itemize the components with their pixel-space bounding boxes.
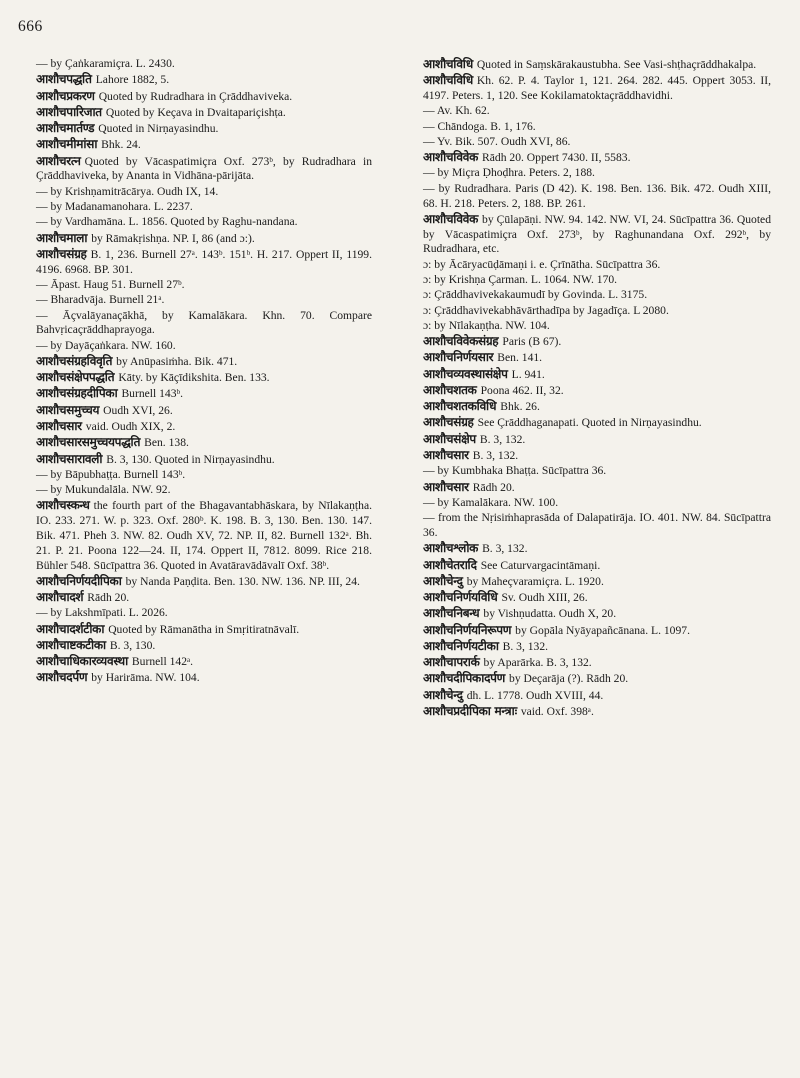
catalog-entry [36, 452, 372, 468]
catalog-entry [36, 215, 372, 230]
entry-text: ɔ: by Nīlakaṇṭha. NW. 104. [423, 318, 550, 332]
entry-headword: आशौचसार [423, 448, 469, 463]
entry-headword: आशौचसार [36, 418, 82, 433]
catalog-entry [423, 319, 771, 334]
entry-text: — by Kumbhaka Bhaṭṭa. Sūcīpattra 36. [423, 464, 607, 478]
entry-text: — by Çaṅkaramiçra. L. 2430. [36, 57, 175, 70]
catalog-entry [36, 574, 372, 590]
entry-text: B. 1, 236. Burnell 27ᵃ. 143ᵇ. 151ᵇ. H. 217. Oppert II, 1199. 4196. 6968. BP. 301. [36, 247, 372, 276]
entry-headword: आशौचेतरादि [423, 557, 477, 572]
catalog-entry [423, 258, 771, 273]
entry-headword: आशौचादर्श [36, 590, 84, 605]
entry-headword: आशौचविवेक [423, 211, 479, 226]
entry-text: B. 3, 130. Quoted in Nirṇayasindhu. [106, 452, 275, 466]
catalog-entry [36, 483, 372, 498]
entry-text: — by Vardhamāna. L. 1856. Quoted by Raghu-nandana. [36, 215, 298, 229]
entry-headword: आशौचप्रदीपिका मन्त्राः [423, 704, 517, 719]
entry-text: vaid. Oxf. 398ᵃ. [520, 705, 594, 719]
entry-text: by Rāmakṛishṇa. NP. I, 86 (and ɔ:). [91, 231, 255, 245]
catalog-entry [36, 403, 372, 419]
entry-headword: आशौचनिबन्ध [423, 606, 480, 621]
entry-text: Quoted by Rāmanātha in Smṛitiratnāvalī. [108, 622, 300, 636]
entry-text: Sv. Oudh XIII, 26. [501, 591, 588, 605]
entry-text: Kh. 62. P. 4. Taylor 1, 121. 264. 282. 445. Oppert 3053. II, 4197. Peters. 1, 120. See Kokilamatoktaçrāddhavidhi. [423, 74, 771, 103]
left-column [36, 57, 372, 687]
catalog-entry [423, 639, 771, 655]
entry-text: Lahore 1882, 5. [95, 73, 170, 87]
catalog-entry [36, 278, 372, 293]
catalog-entry [36, 386, 372, 402]
catalog-entry [36, 435, 372, 451]
entry-text: by Aparārka. B. 3, 132. [483, 656, 592, 670]
entry-text: vaid. Oudh XIX, 2. [85, 419, 176, 433]
catalog-entry [36, 247, 372, 278]
catalog-entry [423, 73, 771, 104]
entry-text: Quoted by Keçava in Dvaitapariçishṭa. [105, 105, 286, 119]
catalog-entry [423, 150, 771, 166]
catalog-entry [36, 370, 372, 386]
entry-headword: आशौचदर्पण [36, 670, 88, 685]
entry-headword: आशौचस्कन्ध [36, 498, 90, 513]
entry-headword: आशौचसंक्षेप [423, 431, 476, 446]
entry-text: Ben. 138. [144, 436, 189, 450]
catalog-entry [36, 105, 372, 121]
entry-text: Quoted by Vācaspatimiçra Oxf. 273ᵇ, by Rudradhara in Çrāddhaviveka, by Ananta in Vidhāna-pārijāta. [36, 154, 372, 183]
catalog-entry [423, 383, 771, 399]
catalog-entry [423, 671, 771, 687]
entry-text: — Av. Kh. 62. [423, 104, 490, 118]
catalog-entry [36, 590, 372, 606]
entry-headword: आशौचशतक [423, 382, 477, 397]
entry-text: — by Kamalākara. NW. 100. [423, 495, 559, 509]
entry-headword: आशौचसंग्रहविवृति [36, 353, 113, 368]
catalog-entry [423, 288, 771, 303]
catalog-entry [423, 166, 771, 181]
entry-text: ɔ: Çrāddhavivekabhāvārthadīpa by Jagadīça. L 2080. [423, 303, 669, 317]
catalog-entry [423, 688, 771, 704]
catalog-entry [36, 354, 372, 370]
entry-text: Bhk. 24. [101, 138, 141, 152]
entry-headword: आशौचसारसमुच्चयपद्धति [36, 435, 141, 450]
catalog-entry [36, 606, 372, 621]
entry-text: Rādh 20. [87, 591, 130, 605]
entry-headword: आशौचेन्दु [423, 573, 463, 588]
entry-text: — Bharadvāja. Burnell 21ᵃ. [36, 293, 165, 307]
catalog-entry [36, 57, 372, 72]
catalog-entry [36, 670, 372, 686]
catalog-entry [423, 57, 771, 73]
catalog-entry [423, 304, 771, 319]
catalog-entry [423, 574, 771, 590]
entry-headword: आशौचव्यवस्थासंक्षेप [423, 366, 508, 381]
entry-headword: आशौचमाला [36, 230, 88, 245]
entry-headword: आशौचसमुच्चय [36, 402, 100, 417]
catalog-entry [423, 496, 771, 511]
entry-text: Poona 462. II, 32. [480, 383, 564, 397]
entry-headword: आशौचेन्दु [423, 687, 463, 702]
entry-text: Burnell 142ᵃ. [131, 655, 194, 669]
entry-text: — by Lakshmīpati. L. 2026. [36, 606, 168, 620]
entry-headword: आशौचनिर्णयविधि [423, 590, 498, 605]
entry-text: Ben. 141. [497, 351, 543, 365]
entry-text: by Çūlapāṇi. NW. 94. 142. NW. VI, 24. Sūcīpattra 36. Quoted by Vācaspatimiçra Oxf. 273ᵇ, by Raghunandana Oxf. 292ᵇ, by Rudradhara, etc. [423, 212, 771, 256]
entry-headword: आशौचशतकविधि [423, 399, 497, 414]
right-column [423, 57, 771, 720]
entry-text: See Çrāddhaganapati. Quoted in Nirṇayasindhu. [477, 416, 702, 430]
entry-text: Quoted by Rudradhara in Çrāddhaviveka. [98, 89, 293, 103]
catalog-entry [423, 590, 771, 606]
entry-text: — by Dayāçaṅkara. NW. 160. [36, 338, 176, 352]
entry-text: dh. L. 1778. Oudh XVIII, 44. [466, 688, 604, 702]
entry-headword: आशौचविधि [423, 73, 473, 88]
entry-text: by Maheçvaramiçra. L. 1920. [466, 574, 604, 588]
catalog-entry [36, 498, 372, 573]
entry-text: Quoted in Saṃskārakaustubha. See Vasi-shṭhaçrāddhakalpa. [476, 58, 757, 71]
entry-text: — by Madanamanohara. L. 2237. [36, 200, 193, 214]
catalog-entry [423, 606, 771, 622]
entry-headword: आशौचनिर्णयदीपिका [36, 573, 122, 588]
catalog-entry [36, 154, 372, 185]
catalog-entry [36, 293, 372, 308]
catalog-entry [36, 89, 372, 105]
entry-text: by Gopāla Nyāyapañcānana. L. 1097. [515, 623, 690, 637]
catalog-entry [36, 137, 372, 153]
catalog-entry [36, 419, 372, 435]
entry-text: Rādh 20. [472, 480, 515, 494]
catalog-entry [423, 448, 771, 464]
catalog-entry [36, 468, 372, 483]
entry-text: ɔ: by Krishṇa Çarman. L. 1064. NW. 170. [423, 272, 618, 286]
catalog-entry [423, 655, 771, 671]
entry-headword: आशौचविवेक [423, 150, 479, 165]
entry-headword: आशौचविवेकसंग्रह [423, 334, 499, 349]
entry-text: Burnell 143ᵇ. [121, 387, 183, 401]
catalog-entry [36, 200, 372, 215]
entry-headword: आशौचापरार्क [423, 655, 480, 670]
catalog-entry [36, 231, 372, 247]
catalog-entry [423, 367, 771, 383]
entry-text: — Yv. Bik. 507. Oudh XVI, 86. [423, 134, 571, 148]
entry-headword: आशौचसंग्रहदीपिका [36, 386, 118, 401]
entry-text: B. 3, 132. [502, 639, 549, 653]
entry-text: B. 3, 132. [472, 449, 519, 463]
page-number: 666 [18, 18, 43, 35]
entry-headword: आशौचनिर्णयनिरूपण [423, 622, 512, 637]
entry-text: Rādh 20. Oppert 7430. II, 5583. [482, 151, 631, 165]
catalog-entry [423, 541, 771, 557]
catalog-entry [423, 273, 771, 288]
entry-text: by Anūpasiṁha. Bik. 471. [116, 354, 238, 368]
entry-text: — from the Nṛisiṁhaprasāda of Dalapatirāja. IO. 401. NW. 84. Sūcīpattra 36. [423, 511, 771, 539]
entry-headword: आशौचप्रकरण [36, 88, 95, 103]
entry-headword: आशौचश्लोक [423, 541, 479, 556]
entry-text: by Deçarāja (?). Rādh 20. [509, 672, 629, 686]
catalog-entry [423, 104, 771, 119]
entry-headword: आशौचविधि [423, 57, 473, 71]
entry-headword: आशौचपारिजात [36, 104, 102, 119]
entry-text: — by Rudradhara. Paris (D 42). K. 198. Ben. 136. Bik. 472. Oudh XIII, 68. H. 218. Peters. 2, 188. BP. 261. [423, 181, 771, 210]
catalog-entry [423, 120, 771, 135]
entry-headword: आशौचनिर्णयसार [423, 350, 494, 365]
entry-headword: आशौचाधिकारव्यवस्था [36, 654, 128, 669]
catalog-entry [423, 480, 771, 496]
entry-text: ɔ: Çrāddhavivekakaumudī by Govinda. L. 3175. [423, 288, 648, 302]
entry-text: — Āpast. Haug 51. Burnell 27ᵇ. [36, 277, 185, 291]
entry-text: Oudh XVI, 26. [103, 403, 173, 417]
entry-headword: आशौचसंग्रह [36, 246, 87, 261]
entry-text: the fourth part of the Bhagavantabhāskara, by Nīlakaṇṭha. IO. 233. 271. W. p. 323. Oxf. 280ᵇ. K. 198. B. 3, 130. Ben. 130. 147. Bik. 471. Pheh 3. NW. 82. Oudh XV, 72. NP. II, 82. Burnell 132ᵃ. Bh. 21. P. 21. Poona 122—24. II, 174. Oppert II, 7812. 8099. Rice 218. Bühler 548. Sūcīpattra 36. Quoted in Avatāravādāvalī Oxf. 38ᵇ. [36, 499, 372, 572]
entry-text: — by Mukundalāla. NW. 92. [36, 483, 171, 497]
catalog-entry [423, 558, 771, 574]
entry-headword: आशौचमार्तण्ड [36, 121, 95, 136]
entry-headword: आशौचसंग्रह [423, 415, 474, 430]
entry-text: by Nanda Paṇḍita. Ben. 130. NW. 136. NP. III, 24. [125, 574, 360, 588]
catalog-entry [423, 182, 771, 212]
entry-text: B. 3, 132. [482, 542, 528, 556]
catalog-entry [423, 704, 771, 720]
entry-text: by Harirāma. NW. 104. [91, 671, 200, 685]
entry-text: Bhk. 26. [500, 400, 540, 414]
catalog-entry [423, 432, 771, 448]
catalog-entry [423, 464, 771, 479]
catalog-entry [36, 654, 372, 670]
entry-text: — Chāndoga. B. 1, 176. [423, 119, 536, 133]
entry-headword: आशौचसार [423, 479, 469, 494]
entry-text: by Vishṇudatta. Oudh X, 20. [483, 607, 617, 621]
catalog-entry [423, 212, 771, 257]
entry-headword: आशौचपद्धति [36, 72, 92, 87]
entry-text: Kāty. by Kāçīdikshita. Ben. 133. [118, 371, 270, 385]
entry-text: — by Bāpubhaṭṭa. Burnell 143ᵇ. [36, 467, 186, 481]
catalog-entry [423, 334, 771, 350]
catalog-entry [36, 121, 372, 137]
entry-headword: आशौचाष्टकटीका [36, 637, 106, 652]
entry-text: B. 3, 132. [479, 432, 526, 446]
entry-text: Paris (B 67). [502, 335, 562, 349]
catalog-entry [36, 185, 372, 200]
catalog-entry [423, 135, 771, 150]
entry-headword: आशौचसारावली [36, 451, 103, 466]
entry-text: Quoted in Nirṇayasindhu. [98, 122, 219, 136]
catalog-entry [36, 309, 372, 339]
catalog-entry [423, 415, 771, 431]
entry-text: — by Krishṇamitrācārya. Oudh IX, 14. [36, 184, 219, 198]
entry-headword: आशौचमीमांसा [36, 137, 98, 152]
entry-text: B. 3, 130. [109, 638, 156, 652]
entry-headword: आशौचदीपिकादर्पण [423, 671, 506, 686]
entry-text: L. 941. [511, 367, 545, 381]
catalog-entry [423, 623, 771, 639]
entry-headword: आशौचसंक्षेपपद्धति [36, 370, 115, 385]
catalog-entry [36, 622, 372, 638]
catalog-entry [36, 638, 372, 654]
entry-headword: आशौचरत्न [36, 153, 81, 168]
entry-text: — Āçvalāyanaçākhā, by Kamalākara. Khn. 70. Compare Bahvṛicaçrāddhaprayoga. [36, 308, 372, 337]
catalog-entry [36, 72, 372, 88]
entry-headword: आशौचनिर्णयटीका [423, 638, 499, 653]
entry-text: — by Miçra Ḍhoḍhra. Peters. 2, 188. [423, 166, 595, 180]
entry-text: See Caturvargacintāmaṇi. [480, 558, 601, 572]
catalog-entry [36, 339, 372, 354]
entry-headword: आशौचादर्शटीका [36, 621, 105, 636]
entry-text: ɔ: by Ācāryacūḍāmaṇi i. e. Çrīnātha. Sūcīpattra 36. [423, 257, 661, 271]
catalog-entry [423, 350, 771, 366]
catalog-entry [423, 511, 771, 541]
catalog-entry [423, 399, 771, 415]
